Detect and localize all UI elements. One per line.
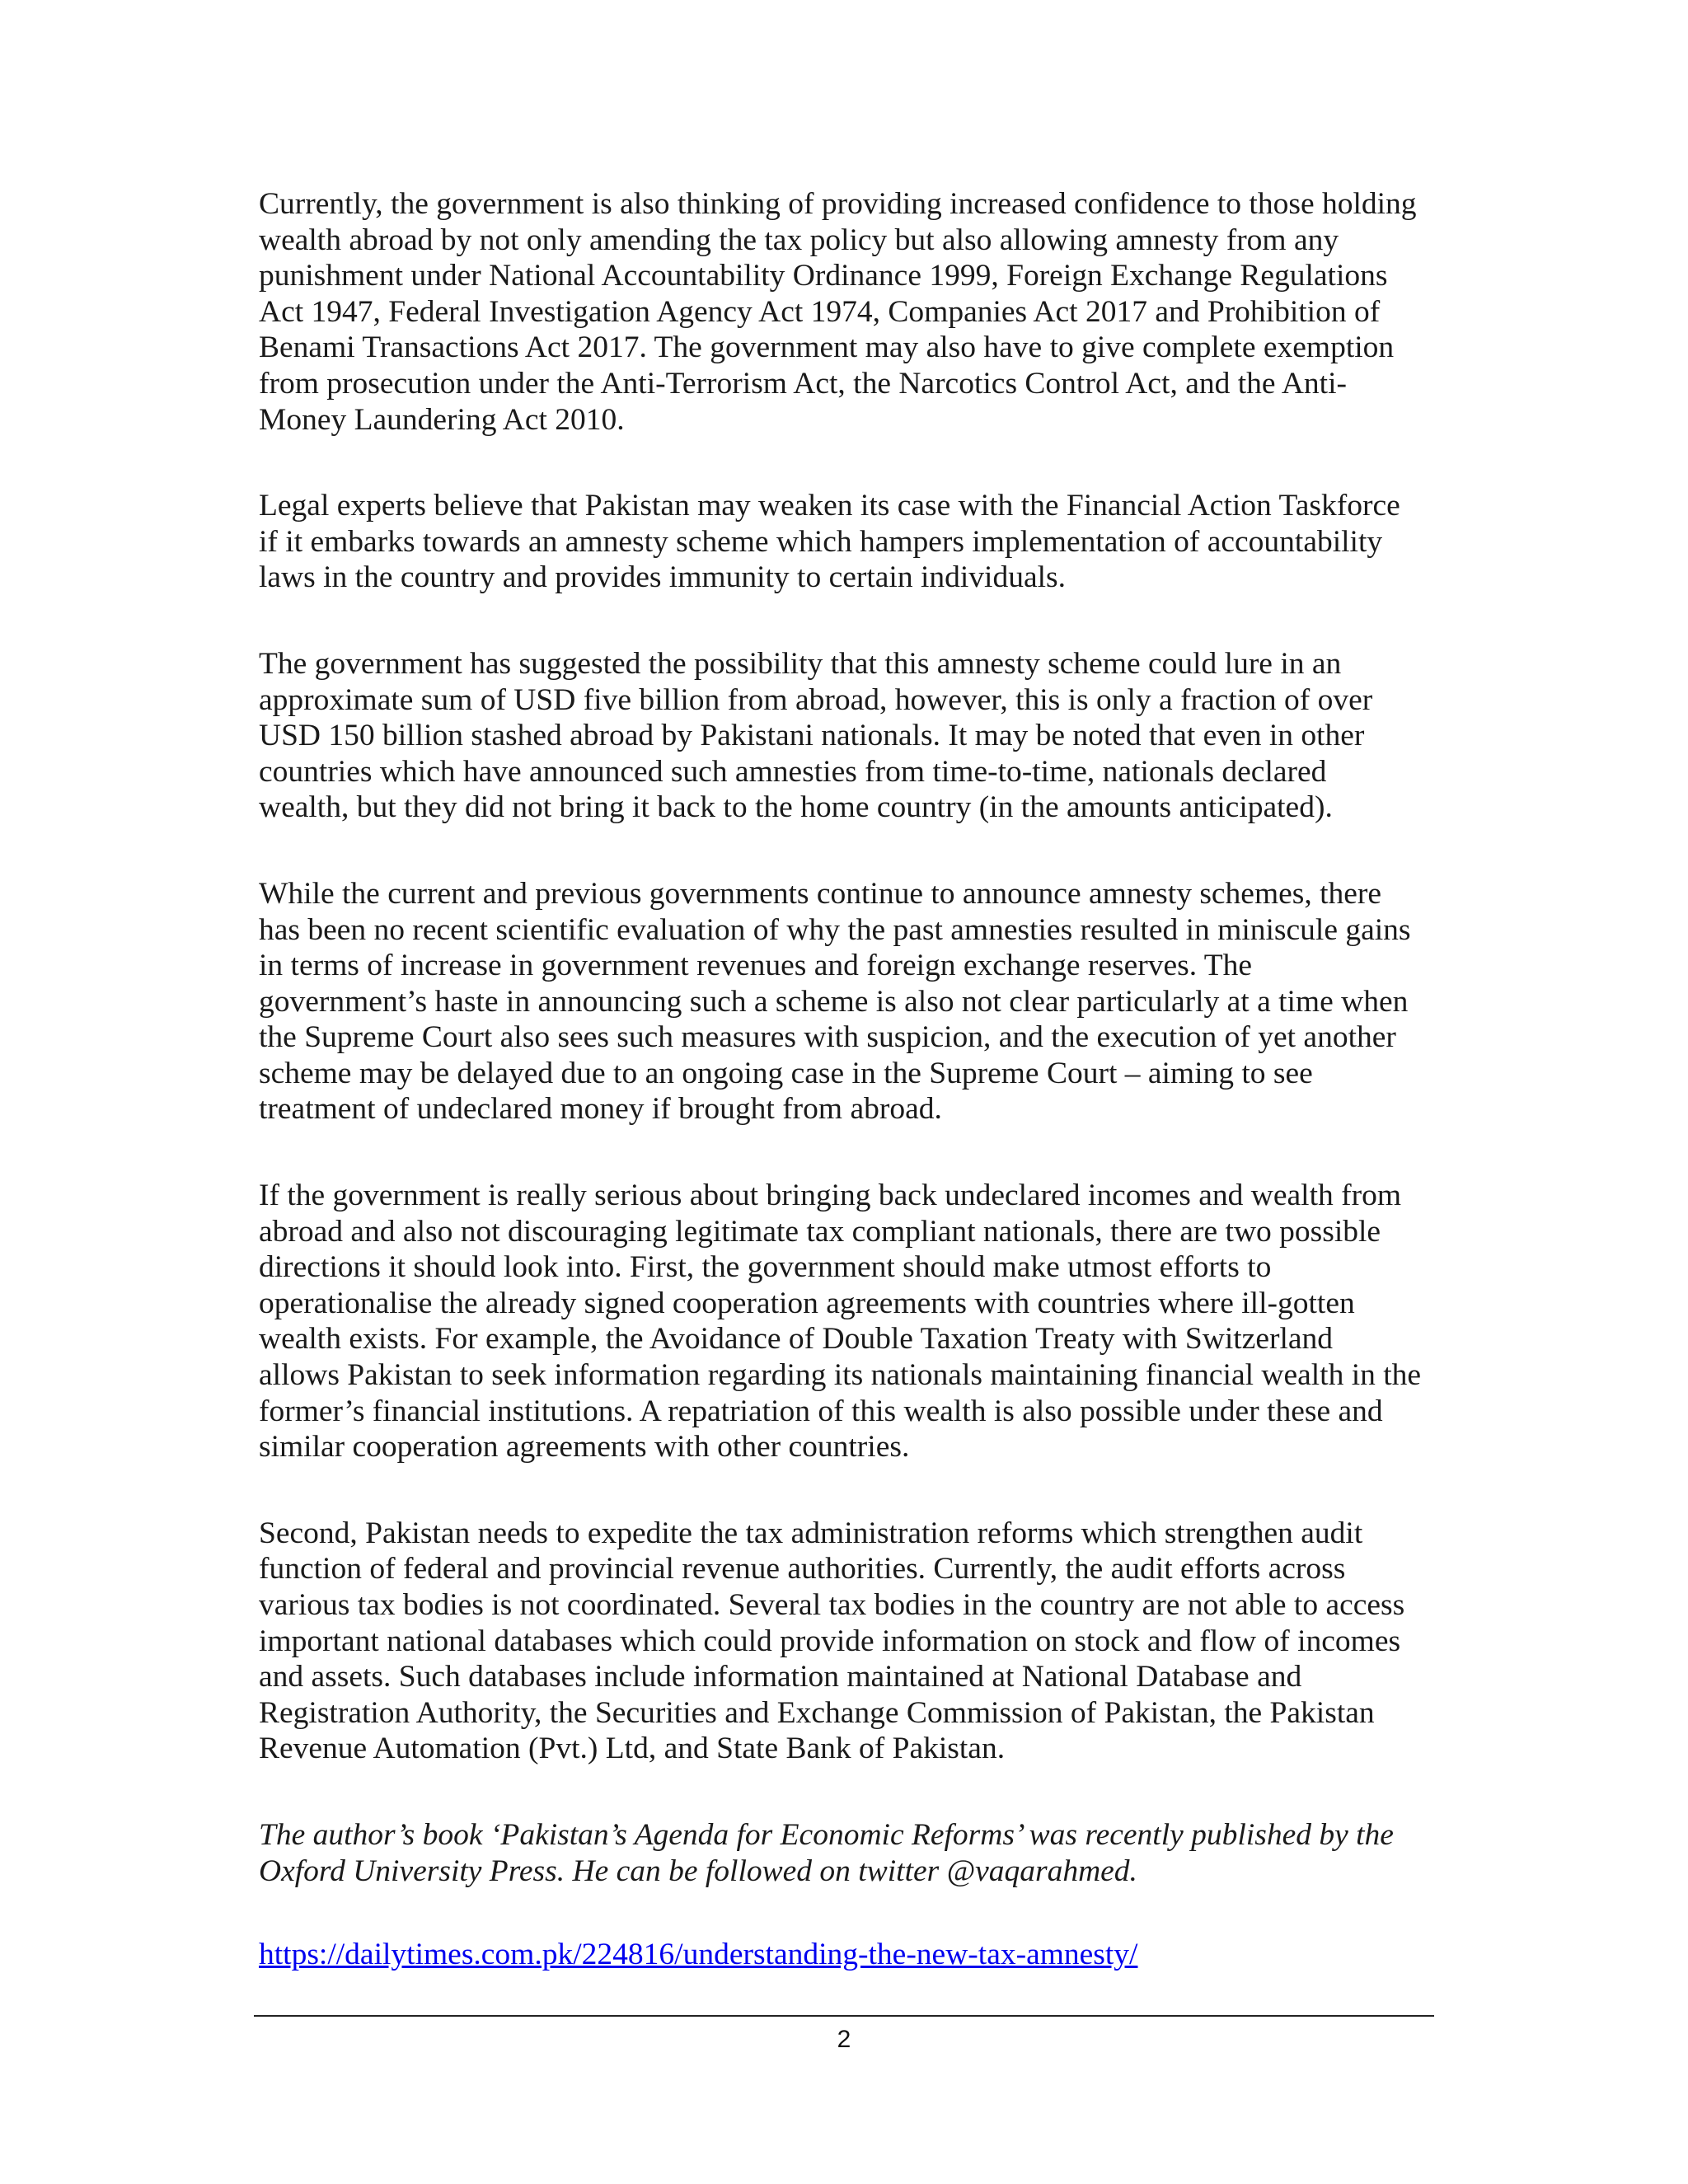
paragraph-line: countries which have announced such amnesties from time-to-time, nationals declared <box>259 754 1327 789</box>
footer-divider <box>254 2015 1434 2017</box>
paragraph-line: Benami Transactions Act 2017. The government may also have to give complete exemption <box>259 330 1395 365</box>
paragraph-line: Registration Authority, the Securities and Exchange Commission of Pakistan, the Pakistan <box>259 1695 1375 1730</box>
paragraph-4 <box>259 876 1446 1127</box>
paragraph-line: The author’s book ‘Pakistan’s Agenda for Economic Reforms’ was recently published by the <box>259 1817 1394 1852</box>
paragraph-line: Oxford University Press. He can be followed on twitter @vaqarahmed. <box>259 1854 1137 1888</box>
paragraph-line: Second, Pakistan needs to expedite the tax administration reforms which strengthen audit <box>259 1516 1363 1550</box>
paragraph-7 <box>259 1817 1446 1889</box>
paragraph-line: Money Laundering Act 2010. <box>259 402 625 437</box>
paragraph-line: former’s financial institutions. A repatriation of this wealth is also possible under these and <box>259 1394 1383 1428</box>
paragraph-line: laws in the country and provides immunity to certain individuals. <box>259 560 1066 595</box>
paragraph-line: treatment of undeclared money if brought from abroad. <box>259 1092 942 1127</box>
paragraph-line: function of federal and provincial revenue authorities. Currently, the audit efforts across <box>259 1552 1346 1586</box>
paragraph-line: wealth, but they did not bring it back to the home country (in the amounts anticipated). <box>259 790 1333 825</box>
paragraph-line: scheme may be delayed due to an ongoing case in the Supreme Court – aiming to see <box>259 1056 1313 1090</box>
paragraph-line: if it embarks towards an amnesty scheme which hampers implementation of accountability <box>259 524 1383 559</box>
paragraph-line: Revenue Automation (Pvt.) Ltd, and State Bank of Pakistan. <box>259 1732 1006 1766</box>
page-number: 2 <box>837 2026 851 2053</box>
paragraph-line: wealth abroad by not only amending the tax policy but also allowing amnesty from any <box>259 223 1339 257</box>
paragraph-line: wealth exists. For example, the Avoidance of Double Taxation Treaty with Switzerland <box>259 1322 1334 1357</box>
paragraph-line: various tax bodies is not coordinated. Several tax bodies in the country are not able to access <box>259 1588 1405 1622</box>
paragraph-line: abroad and also not discouraging legitimate tax compliant nationals, there are two possible <box>259 1214 1381 1249</box>
paragraph-1 <box>259 186 1446 438</box>
paragraph-line: Act 1947, Federal Investigation Agency Act 1974, Companies Act 2017 and Prohibition of <box>259 294 1381 329</box>
paragraph-line: The government has suggested the possibility that this amnesty scheme could lure in an <box>259 646 1342 681</box>
paragraph-line: in terms of increase in government revenues and foreign exchange reserves. The <box>259 949 1253 983</box>
paragraph-6 <box>259 1516 1446 1767</box>
paragraph-line: government’s haste in announcing such a scheme is also not clear particularly at a time when <box>259 984 1409 1019</box>
paragraph-line: and assets. Such databases include information maintained at National Database and <box>259 1660 1302 1694</box>
paragraph-2 <box>259 488 1446 596</box>
paragraph-line: from prosecution under the Anti-Terrorism Act, the Narcotics Control Act, and the Anti- <box>259 366 1347 401</box>
paragraph-line: If the government is really serious about bringing back undeclared incomes and wealth from <box>259 1179 1402 1213</box>
paragraph-line: similar cooperation agreements with other countries. <box>259 1430 910 1465</box>
paragraph-line: approximate sum of USD five billion from abroad, however, this is only a fraction of over <box>259 682 1373 717</box>
paragraph-line: USD 150 billion stashed abroad by Pakistani nationals. It may be noted that even in other <box>259 719 1365 753</box>
paragraph-line: Legal experts believe that Pakistan may weaken its case with the Financial Action Taskforce <box>259 489 1400 523</box>
paragraph-line: important national databases which could provide information on stock and flow of incomes <box>259 1624 1401 1658</box>
paragraph-line: directions it should look into. First, the government should make utmost efforts to <box>259 1250 1272 1285</box>
paragraph-5 <box>259 1178 1446 1465</box>
source-link[interactable]: https://dailytimes.com.pk/224816/understanding-the-new-tax-amnesty/ <box>259 1938 1138 1971</box>
paragraph-line: operationalise the already signed cooperation agreements with countries where ill-gotten <box>259 1286 1355 1320</box>
paragraph-line: Currently, the government is also thinking of providing increased confidence to those holding <box>259 187 1417 221</box>
paragraph-line: has been no recent scientific evaluation of why the past amnesties resulted in miniscule gains <box>259 912 1411 947</box>
paragraph-line: punishment under National Accountability Ordinance 1999, Foreign Exchange Regulations <box>259 259 1388 293</box>
paragraph-line: allows Pakistan to seek information regarding its nationals maintaining financial wealth in the <box>259 1358 1422 1393</box>
article-body <box>259 186 1446 1939</box>
paragraph-3 <box>259 646 1446 826</box>
paragraph-line: the Supreme Court also sees such measures with suspicion, and the execution of yet another <box>259 1020 1396 1055</box>
paragraph-line: While the current and previous governments continue to announce amnesty schemes, there <box>259 876 1382 911</box>
